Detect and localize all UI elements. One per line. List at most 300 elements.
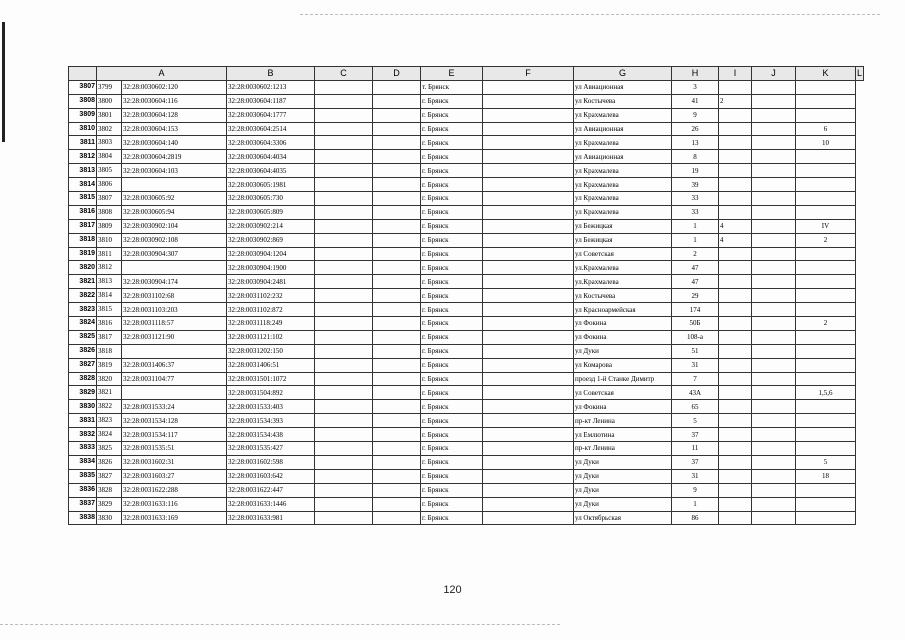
cell-d[interactable] [315,330,373,344]
cell-b[interactable]: 32:28:0031121:90 [122,330,227,344]
cell-g[interactable] [483,414,574,428]
cell-e[interactable] [373,386,421,400]
cell-e[interactable] [373,261,421,275]
cell-b[interactable]: 32:28:0031102:68 [122,289,227,303]
cell-b[interactable]: 32:28:0031118:57 [122,317,227,331]
cell-i[interactable]: 31 [672,469,719,483]
cell-f[interactable]: г. Брянск [421,289,483,303]
cell-i[interactable]: 174 [672,303,719,317]
cell-c[interactable]: 32:28:0031534:438 [227,428,315,442]
cell-g[interactable] [483,372,574,386]
column-header-a[interactable]: A [97,67,227,81]
cell-j[interactable] [719,289,752,303]
cell-i[interactable]: 11 [672,442,719,456]
cell-h[interactable]: ул.Крахмалева [574,261,672,275]
cell-b[interactable]: 32:28:0030902:108 [122,233,227,247]
cell-j[interactable] [719,358,752,372]
row-number[interactable]: 3824 [69,317,97,331]
cell-f[interactable]: г. Брянск [421,164,483,178]
cell-i[interactable]: 31 [672,358,719,372]
cell-k[interactable] [752,372,796,386]
cell-h[interactable]: ул Крахмалева [574,205,672,219]
cell-h[interactable]: ул Крахмалева [574,108,672,122]
cell-c[interactable]: 32:28:0030605:809 [227,205,315,219]
cell-j[interactable] [719,261,752,275]
cell-k[interactable] [752,428,796,442]
cell-j[interactable] [719,164,752,178]
cell-g[interactable] [483,497,574,511]
cell-k[interactable] [752,483,796,497]
cell-k[interactable] [752,330,796,344]
cell-c[interactable]: 32:28:0031602:598 [227,455,315,469]
cell-f[interactable]: г. Брянск [421,261,483,275]
cell-l[interactable] [796,205,856,219]
cell-b[interactable] [122,344,227,358]
cell-f[interactable]: г. Брянск [421,414,483,428]
cell-i[interactable]: 47 [672,275,719,289]
cell-a[interactable]: 3813 [97,275,122,289]
cell-e[interactable] [373,122,421,136]
cell-j[interactable] [719,330,752,344]
cell-e[interactable] [373,289,421,303]
cell-l[interactable] [796,344,856,358]
cell-i[interactable]: 29 [672,289,719,303]
row-number[interactable]: 3817 [69,219,97,233]
cell-j[interactable] [719,344,752,358]
cell-a[interactable]: 3815 [97,303,122,317]
cell-k[interactable] [752,94,796,108]
cell-e[interactable] [373,205,421,219]
cell-d[interactable] [315,164,373,178]
row-number[interactable]: 3837 [69,497,97,511]
cell-g[interactable] [483,344,574,358]
cell-a[interactable]: 3829 [97,497,122,511]
cell-f[interactable]: г. Брянск [421,428,483,442]
cell-b[interactable]: 32:28:0030605:94 [122,205,227,219]
cell-a[interactable]: 3819 [97,358,122,372]
cell-b[interactable]: 32:28:0031406:37 [122,358,227,372]
cell-f[interactable]: г. Брянск [421,136,483,150]
row-number[interactable]: 3826 [69,344,97,358]
cell-g[interactable] [483,400,574,414]
cell-d[interactable] [315,108,373,122]
cell-a[interactable]: 3809 [97,219,122,233]
cell-b[interactable] [122,178,227,192]
cell-d[interactable] [315,414,373,428]
cell-l[interactable] [796,330,856,344]
cell-i[interactable]: 41 [672,94,719,108]
cell-g[interactable] [483,317,574,331]
cell-i[interactable]: 7 [672,372,719,386]
cell-i[interactable]: 37 [672,455,719,469]
cell-j[interactable] [719,122,752,136]
cell-k[interactable] [752,205,796,219]
cell-a[interactable]: 3803 [97,136,122,150]
cell-c[interactable]: 32:28:0030605:1981 [227,178,315,192]
cell-e[interactable] [373,400,421,414]
row-number[interactable]: 3836 [69,483,97,497]
cell-l[interactable]: 2 [796,233,856,247]
cell-c[interactable]: 32:28:0030904:1204 [227,247,315,261]
cell-b[interactable]: 32:28:0030602:120 [122,80,227,94]
cell-c[interactable]: 32:28:0030604:1187 [227,94,315,108]
cell-g[interactable] [483,469,574,483]
cell-g[interactable] [483,358,574,372]
cell-e[interactable] [373,219,421,233]
row-number[interactable]: 3838 [69,511,97,525]
cell-k[interactable] [752,150,796,164]
cell-g[interactable] [483,94,574,108]
cell-h[interactable]: ул Советская [574,386,672,400]
cell-g[interactable] [483,233,574,247]
cell-l[interactable] [796,178,856,192]
cell-l[interactable]: 10 [796,136,856,150]
cell-h[interactable]: ул Костычева [574,94,672,108]
cell-j[interactable] [719,205,752,219]
cell-k[interactable] [752,178,796,192]
cell-g[interactable] [483,108,574,122]
cell-b[interactable]: 32:28:0031535:51 [122,442,227,456]
cell-k[interactable] [752,122,796,136]
cell-a[interactable]: 3806 [97,178,122,192]
cell-i[interactable]: 1 [672,219,719,233]
cell-l[interactable] [796,372,856,386]
cell-g[interactable] [483,122,574,136]
cell-i[interactable]: 1 [672,497,719,511]
cell-k[interactable] [752,414,796,428]
cell-k[interactable] [752,511,796,525]
column-header-j[interactable]: J [752,67,796,81]
cell-g[interactable] [483,275,574,289]
cell-l[interactable] [796,289,856,303]
cell-j[interactable] [719,400,752,414]
cell-e[interactable] [373,497,421,511]
cell-j[interactable] [719,303,752,317]
cell-g[interactable] [483,178,574,192]
cell-c[interactable]: 32:28:0030904:1900 [227,261,315,275]
row-number[interactable]: 3833 [69,442,97,456]
column-header-i[interactable]: I [719,67,752,81]
cell-a[interactable]: 3799 [97,80,122,94]
row-number[interactable]: 3825 [69,330,97,344]
cell-d[interactable] [315,122,373,136]
cell-c[interactable]: 32:28:0030604:1777 [227,108,315,122]
cell-c[interactable]: 32:28:0030902:214 [227,219,315,233]
cell-b[interactable]: 32:28:0031633:169 [122,511,227,525]
cell-i[interactable]: 47 [672,261,719,275]
cell-j[interactable] [719,247,752,261]
cell-d[interactable] [315,94,373,108]
cell-f[interactable]: т. Брянск [421,80,483,94]
cell-d[interactable] [315,136,373,150]
cell-j[interactable] [719,386,752,400]
cell-c[interactable]: 32:28:0031102:232 [227,289,315,303]
cell-j[interactable] [719,192,752,206]
cell-l[interactable] [796,400,856,414]
cell-l[interactable] [796,94,856,108]
row-number[interactable]: 3832 [69,428,97,442]
cell-h[interactable]: ул Комарова [574,358,672,372]
cell-c[interactable]: 32:28:0031504:892 [227,386,315,400]
cell-a[interactable]: 3802 [97,122,122,136]
cell-f[interactable]: г. Брянск [421,178,483,192]
cell-f[interactable]: г. Брянск [421,205,483,219]
cell-d[interactable] [315,400,373,414]
cell-c[interactable]: 32:28:0031533:403 [227,400,315,414]
cell-a[interactable]: 3811 [97,247,122,261]
cell-h[interactable]: ул Авиационная [574,122,672,136]
cell-i[interactable]: 33 [672,205,719,219]
cell-f[interactable]: г. Брянск [421,247,483,261]
cell-l[interactable] [796,108,856,122]
row-number[interactable]: 3816 [69,205,97,219]
cell-j[interactable] [719,372,752,386]
cell-k[interactable] [752,358,796,372]
cell-d[interactable] [315,497,373,511]
cell-d[interactable] [315,358,373,372]
cell-e[interactable] [373,442,421,456]
cell-l[interactable]: 1,5,6 [796,386,856,400]
cell-b[interactable]: 32:28:0031104:77 [122,372,227,386]
cell-k[interactable] [752,469,796,483]
cell-g[interactable] [483,303,574,317]
cell-b[interactable]: 32:28:0030604:128 [122,108,227,122]
cell-j[interactable] [719,511,752,525]
row-number[interactable]: 3834 [69,455,97,469]
column-header-b[interactable]: B [227,67,315,81]
cell-b[interactable]: 32:28:0030605:92 [122,192,227,206]
row-number[interactable]: 3821 [69,275,97,289]
cell-h[interactable]: пр-кт Ленина [574,442,672,456]
cell-f[interactable]: г. Брянск [421,483,483,497]
cell-c[interactable]: 32:28:0031603:642 [227,469,315,483]
cell-d[interactable] [315,178,373,192]
cell-a[interactable]: 3804 [97,150,122,164]
cell-i[interactable]: 26 [672,122,719,136]
cell-k[interactable] [752,219,796,233]
cell-i[interactable]: 19 [672,164,719,178]
cell-j[interactable] [719,275,752,289]
cell-d[interactable] [315,247,373,261]
cell-e[interactable] [373,483,421,497]
cell-e[interactable] [373,455,421,469]
cell-a[interactable]: 3818 [97,344,122,358]
cell-i[interactable]: 3 [672,80,719,94]
cell-k[interactable] [752,192,796,206]
cell-a[interactable]: 3820 [97,372,122,386]
cell-e[interactable] [373,164,421,178]
cell-h[interactable]: ул Авиационная [574,80,672,94]
cell-e[interactable] [373,428,421,442]
cell-c[interactable]: 32:28:0031406:51 [227,358,315,372]
cell-i[interactable]: 13 [672,136,719,150]
cell-i[interactable]: 2 [672,247,719,261]
cell-i[interactable]: 1 [672,233,719,247]
cell-f[interactable]: г. Брянск [421,150,483,164]
cell-i[interactable]: 9 [672,108,719,122]
cell-c[interactable]: 32:28:0030604:3306 [227,136,315,150]
cell-e[interactable] [373,330,421,344]
row-number[interactable]: 3828 [69,372,97,386]
cell-a[interactable]: 3826 [97,455,122,469]
cell-l[interactable] [796,261,856,275]
row-number[interactable]: 3819 [69,247,97,261]
cell-h[interactable]: ул Дуки [574,469,672,483]
cell-e[interactable] [373,303,421,317]
cell-k[interactable] [752,275,796,289]
cell-h[interactable]: ул Фокина [574,330,672,344]
cell-b[interactable]: 32:28:0031534:117 [122,428,227,442]
cell-g[interactable] [483,330,574,344]
cell-c[interactable]: 32:28:0031118:249 [227,317,315,331]
cell-e[interactable] [373,358,421,372]
cell-b[interactable]: 32:28:0031534:128 [122,414,227,428]
cell-l[interactable] [796,358,856,372]
cell-b[interactable]: 32:28:0030904:307 [122,247,227,261]
row-number[interactable]: 3813 [69,164,97,178]
cell-g[interactable] [483,442,574,456]
cell-e[interactable] [373,233,421,247]
cell-j[interactable]: 4 [719,233,752,247]
cell-i[interactable]: 108-а [672,330,719,344]
cell-d[interactable] [315,442,373,456]
cell-d[interactable] [315,372,373,386]
cell-k[interactable] [752,497,796,511]
cell-e[interactable] [373,247,421,261]
cell-a[interactable]: 3824 [97,428,122,442]
cell-i[interactable]: 43А [672,386,719,400]
cell-e[interactable] [373,178,421,192]
cell-e[interactable] [373,275,421,289]
cell-e[interactable] [373,317,421,331]
cell-d[interactable] [315,469,373,483]
cell-a[interactable]: 3800 [97,94,122,108]
cell-h[interactable]: ул Дуки [574,455,672,469]
cell-h[interactable]: ул Дуки [574,344,672,358]
cell-f[interactable]: г. Брянск [421,108,483,122]
cell-c[interactable]: 32:28:0031121:102 [227,330,315,344]
cell-l[interactable] [796,414,856,428]
cell-f[interactable]: г. Брянск [421,386,483,400]
cell-i[interactable]: 86 [672,511,719,525]
cell-g[interactable] [483,511,574,525]
cell-g[interactable] [483,247,574,261]
cell-d[interactable] [315,275,373,289]
cell-k[interactable] [752,442,796,456]
cell-f[interactable]: г. Брянск [421,122,483,136]
row-number[interactable]: 3831 [69,414,97,428]
cell-f[interactable]: г. Брянск [421,344,483,358]
cell-a[interactable]: 3812 [97,261,122,275]
cell-f[interactable]: г. Брянск [421,330,483,344]
cell-f[interactable]: г. Брянск [421,94,483,108]
cell-h[interactable]: ул Советская [574,247,672,261]
cell-j[interactable] [719,428,752,442]
cell-f[interactable]: г. Брянск [421,497,483,511]
column-header-h[interactable]: H [672,67,719,81]
cell-l[interactable] [796,497,856,511]
cell-f[interactable]: г. Брянск [421,275,483,289]
cell-i[interactable]: 8 [672,150,719,164]
cell-e[interactable] [373,414,421,428]
cell-g[interactable] [483,136,574,150]
cell-a[interactable]: 3807 [97,192,122,206]
cell-b[interactable]: 32:28:0031622:288 [122,483,227,497]
cell-b[interactable]: 32:28:0030904:174 [122,275,227,289]
cell-h[interactable]: ул Костычева [574,289,672,303]
cell-g[interactable] [483,428,574,442]
cell-c[interactable]: 32:28:0030604:4035 [227,164,315,178]
cell-h[interactable]: ул Бежицкая [574,233,672,247]
cell-b[interactable]: 32:28:0030902:104 [122,219,227,233]
row-number[interactable]: 3807 [69,80,97,94]
cell-l[interactable] [796,442,856,456]
cell-a[interactable]: 3821 [97,386,122,400]
cell-a[interactable]: 3817 [97,330,122,344]
column-header-c[interactable]: C [315,67,373,81]
cell-l[interactable]: 5 [796,455,856,469]
cell-c[interactable]: 32:28:0031202:150 [227,344,315,358]
cell-j[interactable] [719,442,752,456]
cell-a[interactable]: 3810 [97,233,122,247]
column-header-l[interactable]: L [857,68,863,79]
cell-g[interactable] [483,80,574,94]
cell-c[interactable]: 32:28:0031102:872 [227,303,315,317]
cell-i[interactable]: 5 [672,414,719,428]
cell-c[interactable]: 32:28:0030604:4034 [227,150,315,164]
cell-j[interactable] [719,136,752,150]
row-number[interactable]: 3811 [69,136,97,150]
cell-j[interactable] [719,497,752,511]
cell-c[interactable]: 32:28:0030604:2514 [227,122,315,136]
cell-e[interactable] [373,136,421,150]
cell-c[interactable]: 32:28:0030904:2481 [227,275,315,289]
cell-f[interactable]: г. Брянск [421,317,483,331]
cell-h[interactable]: ул Авиационная [574,150,672,164]
cell-i[interactable]: 50Б [672,317,719,331]
cell-h[interactable]: ул Емлютина [574,428,672,442]
cell-a[interactable]: 3823 [97,414,122,428]
cell-d[interactable] [315,303,373,317]
cell-l[interactable] [796,247,856,261]
column-header-e[interactable]: E [421,67,483,81]
cell-k[interactable] [752,455,796,469]
cell-h[interactable]: ул Крахмалева [574,164,672,178]
cell-j[interactable] [719,178,752,192]
cell-k[interactable] [752,164,796,178]
cell-l[interactable] [796,164,856,178]
cell-e[interactable] [373,469,421,483]
cell-g[interactable] [483,205,574,219]
cell-j[interactable] [719,469,752,483]
row-number[interactable]: 3830 [69,400,97,414]
cell-d[interactable] [315,233,373,247]
cell-b[interactable]: 32:28:0031633:116 [122,497,227,511]
cell-j[interactable] [719,483,752,497]
column-header-f[interactable]: F [483,67,574,81]
cell-l[interactable] [796,80,856,94]
cell-g[interactable] [483,289,574,303]
cell-b[interactable]: 32:28:0030604:2819 [122,150,227,164]
cell-c[interactable]: 32:28:0031534:393 [227,414,315,428]
cell-j[interactable] [719,108,752,122]
cell-c[interactable]: 32:28:0031633:1446 [227,497,315,511]
row-number[interactable]: 3810 [69,122,97,136]
cell-b[interactable]: 32:28:0030604:153 [122,122,227,136]
cell-a[interactable]: 3808 [97,205,122,219]
cell-h[interactable]: ул Бежицкая [574,219,672,233]
cell-k[interactable] [752,289,796,303]
